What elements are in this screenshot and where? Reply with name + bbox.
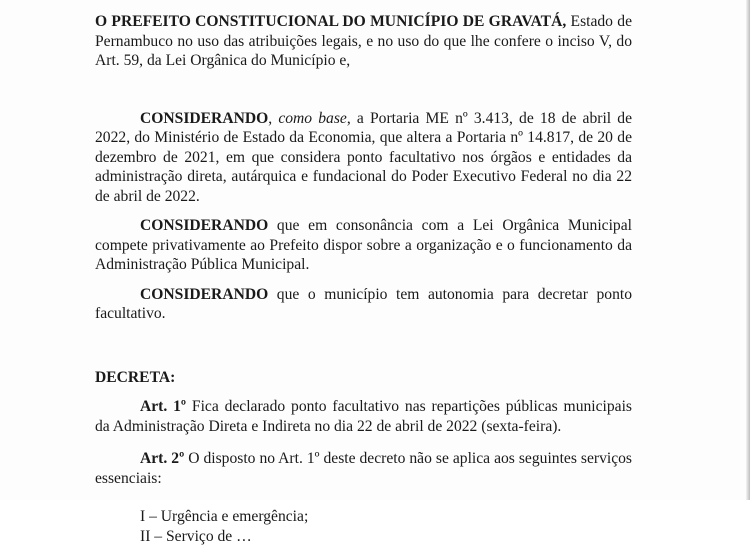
considerando-keyword: CONSIDERANDO <box>140 217 268 234</box>
considerando-text: que em consonância com a Lei Orgânica Municipal compete privativamente ao Prefeito dispor sobre a organização e o funcionamento da Administração Pública Municipal. <box>95 217 632 273</box>
article-text: Fica declarado ponto facultativo nas repartições públicas municipais da Administração Direta e Indireta no dia 22 de abril de 2022 (sexta-feira). <box>95 398 632 435</box>
considerando-paragraph-2 <box>95 216 632 275</box>
decree-body <box>95 12 632 546</box>
considerando-paragraph-3 <box>95 285 632 324</box>
preamble-lead: O PREFEITO CONSTITUCIONAL DO MUNICÍPIO DE GRAVATÁ, <box>95 13 566 30</box>
list-item-2: II – Serviço de … <box>95 527 632 546</box>
preamble-text: Estado de Pernambuco no uso das atribuições legais, e no uso do que lhe confere o inciso V, do Art. 59, da Lei Orgânica do Município e, <box>95 13 632 69</box>
list-item-1: I – Urgência e emergência; <box>95 507 632 527</box>
decreta-heading: DECRETA: <box>95 368 632 388</box>
considerando-text-segment: , <box>268 110 278 127</box>
article-1 <box>95 397 632 436</box>
considerando-keyword: CONSIDERANDO <box>140 110 268 127</box>
article-label: Art. 1º <box>140 398 186 415</box>
considerando-italic-text: como base <box>278 110 347 127</box>
page-edge <box>746 0 750 500</box>
considerando-paragraph-1 <box>95 109 632 207</box>
article-text: O disposto no Art. 1º deste decreto não se aplica aos seguintes serviços essenciais: <box>95 450 632 487</box>
preamble-paragraph <box>95 12 632 71</box>
considerando-text: que o município tem autonomia para decretar ponto facultativo. <box>95 286 632 323</box>
considerando-keyword: CONSIDERANDO <box>140 286 268 303</box>
article-label: Art. 2º <box>140 450 184 467</box>
article-2 <box>95 449 632 488</box>
considerando-text-segment: , a Portaria ME nº 3.413, de 18 de abril de 2022, do Ministério de Estado da Economia, que altera a Portaria nº 14.817, de 20 de dezembro de 2021, em que considera ponto facultativo nos órgãos e entidades da administração direta, autárquica e fundacional do Poder Executivo Federal no dia 22 de abril de 2022. <box>95 110 632 205</box>
